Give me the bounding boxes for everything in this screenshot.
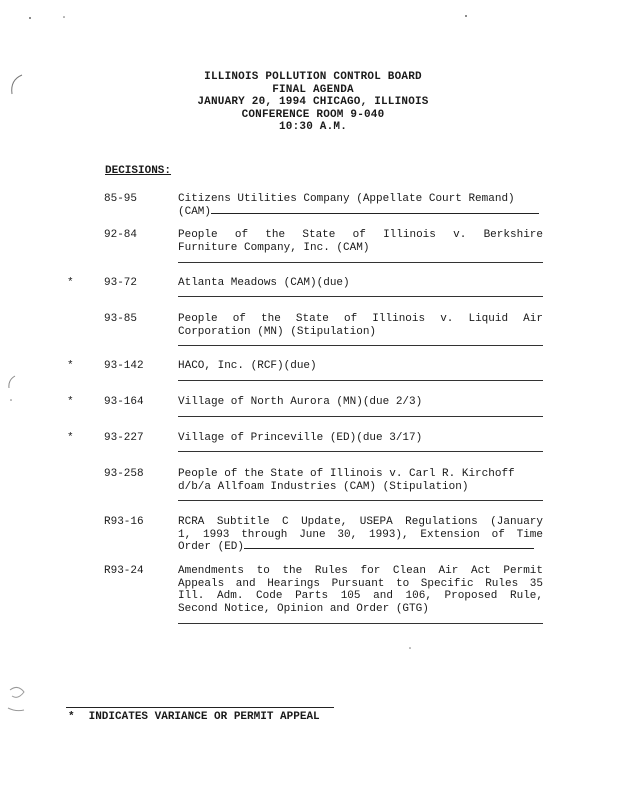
scan-mark xyxy=(12,75,22,94)
scan-mark xyxy=(10,399,12,401)
variance-marker: * xyxy=(67,277,74,289)
meeting-time: 10:30 A.M. xyxy=(278,121,347,134)
footnote-text: INDICATES VARIANCE OR PERMIT APPEAL xyxy=(88,711,320,723)
docket-number: R93-16 xyxy=(104,516,144,528)
description-line: 1, 1993 through June 30, 1993), Extension of Time xyxy=(178,528,543,541)
board-name: ILLINOIS POLLUTION CONTROL BOARD xyxy=(204,71,422,83)
scan-mark xyxy=(29,17,31,19)
docket-number: 93-258 xyxy=(104,468,144,480)
scan-mark xyxy=(10,687,24,697)
footnote-marker: * xyxy=(68,711,75,723)
docket-number: 85-95 xyxy=(104,193,138,205)
description-line: People of the State of Illinois v. Carl R. Kirchoff xyxy=(178,468,515,480)
docket-number: 93-164 xyxy=(104,396,144,408)
description-line: People of the State of Illinois v. Liquid Air xyxy=(178,313,543,325)
description-line: RCRA Subtitle C Update, USEPA Regulations (January xyxy=(178,516,543,528)
docket-number: 93-72 xyxy=(104,277,138,289)
scan-mark xyxy=(8,708,24,711)
scan-mark xyxy=(409,647,411,649)
description-line: Order (ED) xyxy=(178,541,245,554)
scan-mark xyxy=(465,15,467,17)
description-line: HACO, Inc. (RCF)(due) xyxy=(178,360,317,372)
description-line: Appeals and Hearings Pursuant to Specific Rules 35 xyxy=(178,577,543,590)
description-line: Corporation (MN) (Stipulation) xyxy=(178,325,377,338)
description-line: Citizens Utilities Company (Appellate Court Remand) xyxy=(178,193,515,205)
docket-number: R93-24 xyxy=(104,565,144,577)
variance-marker: * xyxy=(67,360,74,372)
meeting-date-location: JANUARY 20, 1994 CHICAGO, ILLINOIS xyxy=(197,96,429,109)
variance-marker: * xyxy=(67,396,74,408)
conference-room: CONFERENCE ROOM 9-040 xyxy=(241,108,385,121)
scan-mark xyxy=(9,376,15,388)
description-line: Atlanta Meadows (CAM)(due) xyxy=(178,277,350,289)
description-line: (CAM) xyxy=(178,205,212,218)
docket-number: 93-142 xyxy=(104,360,144,372)
description-line: Second Notice, Opinion and Order (GTG) xyxy=(178,602,429,615)
description-line: Amendments to the Rules for Clean Air Act Permit xyxy=(178,565,543,577)
description-line: Village of North Aurora (MN)(due 2/3) xyxy=(178,396,423,408)
scan-mark xyxy=(63,16,65,18)
description-line: Village of Princeville (ED)(due 3/17) xyxy=(178,432,423,444)
section-title-decisions: DECISIONS: xyxy=(105,165,172,177)
docket-number: 92-84 xyxy=(104,229,138,241)
description-line: People of the State of Illinois v. Berkshire xyxy=(178,229,543,241)
docket-number: 93-85 xyxy=(104,313,138,325)
description-line: Furniture Company, Inc. (CAM) xyxy=(178,241,370,254)
description-line: d/b/a Allfoam Industries (CAM) (Stipulation) xyxy=(178,480,469,493)
docket-number: 93-227 xyxy=(104,432,144,444)
agenda-title: FINAL AGENDA xyxy=(272,83,354,96)
description-line: Ill. Adm. Code Parts 105 and 106, Proposed Rule, xyxy=(178,590,543,603)
variance-marker: * xyxy=(67,432,74,444)
